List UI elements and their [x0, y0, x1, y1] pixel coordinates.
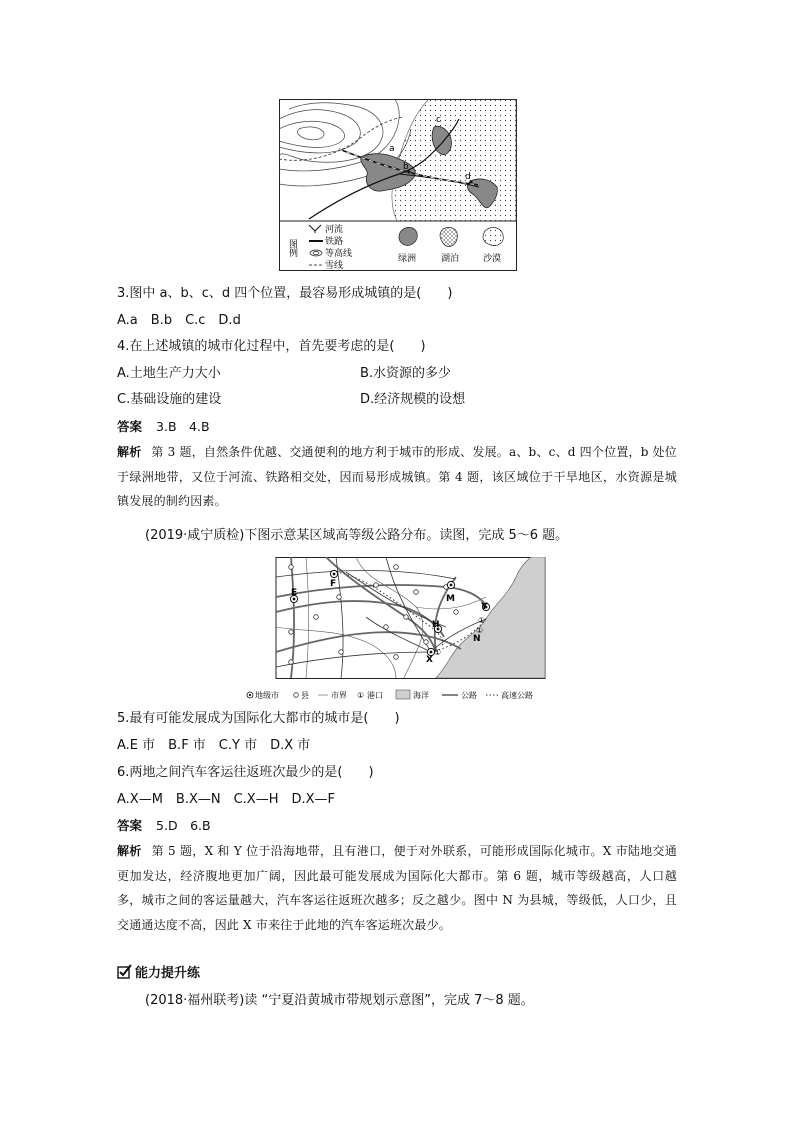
- question-4-option-d: D.经济规模的设想: [360, 392, 466, 407]
- explanation-2-text: 第 5 题，X 和 Y 位于沿海地带，且有港口，便于对外联系，可能形成国际化城市。X 市陆地交通更加发达，经济腹地更加广阔，因此最可能发展成为国际化大都市。第 6 题，城市等级越高，人口越多，城市之间的客运量越大，汽车客运往返班次越多；反之越少。图中 N 为县城，等级低，人口少，且交通通达度不高，因此 X 市来往于此地的汽车客运班次最少。: [117, 844, 677, 932]
- intro-question-7-8: (2018·福州联考)读 “宁夏沿黄城市带规划示意图”，完成 7～8 题。: [145, 993, 534, 1008]
- map2-port-2: ①: [476, 626, 484, 635]
- question-6-stem: 6.两地之间汽车客运往返班次最少的是( ): [117, 765, 374, 780]
- explanation-1-text: 第 3 题，自然条件优越、交通便利的地方利于城市的形成、发展。a、b、c、d 四个位置，b 处位于绿洲地带，又位于河流、铁路相交处，因而易形成城镇。第 4 题，该区域位于干旱地区，水资源是城镇发展的制约因素。: [117, 445, 678, 508]
- map2-legend-port: 港口: [367, 691, 383, 700]
- map1-legend-title: 图例: [287, 239, 297, 257]
- answer-1-text: 3.B 4.B: [156, 419, 210, 434]
- explanation-1: [117, 440, 677, 514]
- answer-2: [117, 817, 211, 835]
- map2-label-m: M: [446, 594, 455, 604]
- question-5-options: A.E 市 B.F 市 C.Y 市 D.X 市: [117, 738, 311, 753]
- map1-label-b: b: [403, 162, 409, 172]
- map1-legend-river: 河流: [325, 225, 344, 235]
- question-4-option-b: B.水资源的多少: [360, 366, 452, 381]
- section-title: 能力提升练: [135, 965, 201, 981]
- map1-legend-snowline: 雪线: [325, 261, 344, 271]
- map2-label-h: H: [432, 620, 440, 630]
- map1-legend-desert: 沙漠: [483, 254, 502, 264]
- map2-legend-expressway: 高速公路: [501, 691, 533, 700]
- question-6-options: A.X—M B.X—N C.X—H D.X—F: [117, 792, 336, 807]
- map1-legend-oasis: 绿洲: [398, 254, 417, 264]
- question-4-option-c: C.基础设施的建设: [117, 392, 222, 407]
- map1-legend-lake: 湖泊: [441, 254, 460, 264]
- map2-port-3: ①: [434, 648, 442, 657]
- map2-label-y: Y: [481, 602, 488, 612]
- question-3-stem: 3.图中 a、b、c、d 四个位置，最容易形成城镇的是( ): [117, 286, 453, 301]
- oasis-map-figure: [279, 99, 517, 271]
- map2-label-x: X: [426, 655, 433, 665]
- map1-legend-contour: 等高线: [325, 249, 353, 259]
- answer-1: [117, 418, 210, 436]
- checkbox-icon: [117, 964, 132, 979]
- map2-legend-road: 公路: [461, 691, 477, 700]
- map2-legend-sea: 海洋: [413, 691, 429, 700]
- map2-legend-boundary: 市界: [331, 691, 347, 700]
- question-4-stem: 4.在上述城镇的城市化过程中，首先要考虑的是( ): [117, 339, 426, 354]
- map2-label-e: E: [291, 588, 298, 598]
- question-3-options: A.a B.b C.c D.d: [117, 313, 241, 328]
- section-heading: [117, 962, 200, 980]
- map1-legend-railway: 铁路: [325, 237, 344, 247]
- map2-legend-county: 县: [301, 691, 309, 700]
- answer-1-label: 答案: [117, 419, 143, 434]
- map2-label-n: N: [473, 634, 481, 644]
- map1-label-c: c: [436, 115, 441, 125]
- explanation-1-label: 解析: [117, 445, 142, 459]
- highway-map-figure: [246, 557, 546, 703]
- question-4-option-a: A.土地生产力大小: [117, 366, 221, 381]
- map2-label-f: F: [330, 579, 337, 589]
- map1-label-d: d: [465, 172, 471, 182]
- map2-port-1: ①: [478, 616, 486, 625]
- map2-legend-prefecture: 地级市: [255, 691, 279, 700]
- intro-question-5-6: (2019·咸宁质检)下图示意某区域高等级公路分布。读图，完成 5～6 题。: [145, 528, 569, 543]
- explanation-2-label: 解析: [117, 844, 142, 858]
- explanation-2: [117, 839, 677, 937]
- answer-2-text: 5.D 6.B: [156, 818, 211, 833]
- map1-label-a: a: [389, 144, 395, 154]
- map2-legend-port-mark: ①: [357, 691, 365, 700]
- answer-2-label: 答案: [117, 818, 143, 833]
- question-5-stem: 5.最有可能发展成为国际化大都市的城市是( ): [117, 711, 400, 726]
